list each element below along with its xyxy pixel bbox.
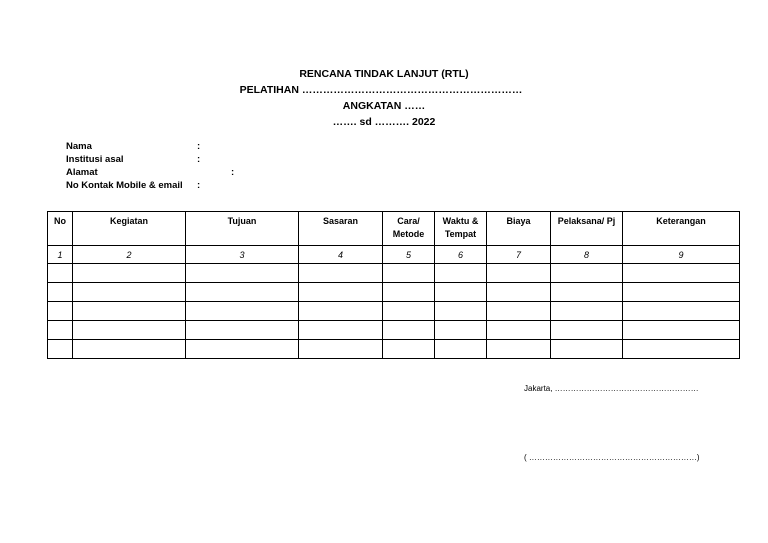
table-header-row [48, 212, 740, 246]
table-cell [299, 302, 383, 321]
column-header [383, 212, 435, 246]
column-number: 3 [186, 246, 299, 264]
column-header-text: Cara/ [397, 216, 420, 226]
table-cell [435, 340, 487, 359]
table-cell [73, 340, 186, 359]
table-row [48, 302, 740, 321]
table-cell [435, 321, 487, 340]
column-number: 1 [48, 246, 73, 264]
field-label: Institusi asal [66, 154, 124, 165]
column-header-text: Waktu & [442, 216, 479, 226]
table-cell [551, 340, 623, 359]
column-header [186, 212, 299, 246]
field-colon: : [197, 180, 201, 191]
signature-place-date: Jakarta, ……………………………………………… [524, 384, 699, 393]
column-number-row [48, 246, 740, 264]
table-cell [487, 340, 551, 359]
table-cell [383, 264, 435, 283]
table-cell [299, 321, 383, 340]
column-number: 8 [551, 246, 623, 264]
table-cell [48, 283, 73, 302]
table-cell [383, 340, 435, 359]
table-cell [551, 321, 623, 340]
table-cell [435, 302, 487, 321]
table-cell [383, 302, 435, 321]
table-row [48, 340, 740, 359]
field-nama [66, 140, 201, 153]
table-cell [623, 283, 740, 302]
table-cell [48, 321, 73, 340]
column-header-text: Tujuan [227, 216, 257, 226]
table-row [48, 283, 740, 302]
field-kontak [66, 179, 201, 192]
table-cell [487, 321, 551, 340]
column-number: 7 [487, 246, 551, 264]
table-cell [186, 264, 299, 283]
table-cell [186, 340, 299, 359]
table-cell [383, 283, 435, 302]
column-header [73, 212, 186, 246]
table-cell [73, 264, 186, 283]
table-cell [186, 283, 299, 302]
column-number: 2 [73, 246, 186, 264]
column-header [435, 212, 487, 246]
column-header-text: Biaya [506, 216, 531, 226]
participant-fields [66, 140, 235, 192]
table-row [48, 264, 740, 283]
column-header-text: Metode [392, 229, 425, 239]
column-header-text: No [54, 216, 66, 226]
column-header-text: Tempat [444, 229, 477, 239]
rtl-table [47, 211, 740, 359]
column-header [299, 212, 383, 246]
signature-name-line: ( ………………………………………………………) [524, 453, 700, 462]
training-name-line: PELATIHAN ……………………………………………………… [239, 84, 523, 96]
table-cell [623, 321, 740, 340]
column-header-text: Pelaksana/ Pj [557, 216, 616, 226]
document-title-block [0, 66, 768, 130]
table-cell [487, 283, 551, 302]
table-cell [623, 264, 740, 283]
column-header-text: Keterangan [656, 216, 706, 226]
table-cell [435, 283, 487, 302]
table-cell [299, 283, 383, 302]
field-colon: : [197, 154, 201, 165]
column-number: 9 [623, 246, 740, 264]
table-cell [73, 321, 186, 340]
table-cell [623, 302, 740, 321]
table-cell [73, 283, 186, 302]
table-cell [48, 340, 73, 359]
table-cell [551, 264, 623, 283]
column-number: 6 [435, 246, 487, 264]
table-cell [73, 302, 186, 321]
column-header [487, 212, 551, 246]
table-cell [299, 264, 383, 283]
rtl-table-body [48, 212, 740, 359]
field-institusi [66, 153, 201, 166]
column-header [551, 212, 623, 246]
table-cell [299, 340, 383, 359]
table-cell [186, 321, 299, 340]
column-header [623, 212, 740, 246]
table-cell [186, 302, 299, 321]
table-cell [487, 302, 551, 321]
field-label: Nama [66, 141, 92, 152]
field-alamat [66, 166, 235, 179]
table-cell [383, 321, 435, 340]
table-cell [48, 264, 73, 283]
batch-line: ANGKATAN …… [342, 100, 426, 112]
table-cell [487, 264, 551, 283]
table-cell [551, 302, 623, 321]
table-row [48, 321, 740, 340]
table-cell [551, 283, 623, 302]
period-line: ……. sd ………. 2022 [332, 116, 436, 128]
column-header-text: Kegiatan [109, 216, 148, 226]
column-header-text: Sasaran [322, 216, 359, 226]
field-colon: : [197, 141, 201, 152]
table-cell [623, 340, 740, 359]
column-number: 4 [299, 246, 383, 264]
column-header [48, 212, 73, 246]
table-cell [435, 264, 487, 283]
column-number: 5 [383, 246, 435, 264]
field-label: No Kontak Mobile & email [66, 180, 183, 191]
field-label: Alamat [66, 167, 98, 178]
document-title: RENCANA TINDAK LANJUT (RTL) [299, 68, 469, 80]
field-colon: : [231, 167, 235, 178]
table-cell [48, 302, 73, 321]
